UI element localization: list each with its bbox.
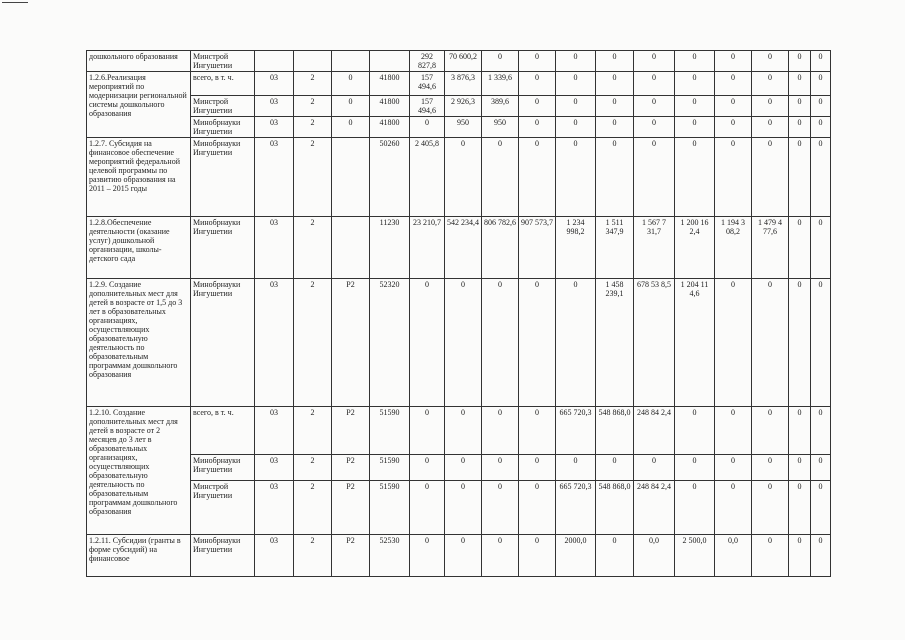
amount-cell: 0 [715, 455, 752, 481]
amount-cell: 0 [634, 96, 675, 117]
amount-cell: 292 827,8 [410, 51, 445, 72]
amount-cell: 0 [519, 535, 556, 577]
code-cell: 03 [255, 407, 294, 455]
executor-cell: Минобрнауки Ингушетии [191, 535, 255, 577]
code-cell: 2 [294, 117, 332, 138]
amount-cell: 0 [789, 72, 811, 96]
amount-cell: 0 [596, 117, 634, 138]
amount-cell: 0 [410, 279, 445, 407]
code-cell: 41800 [370, 96, 410, 117]
code-cell: 52320 [370, 279, 410, 407]
amount-cell: 0 [410, 117, 445, 138]
code-cell: 2 [294, 535, 332, 577]
program-name-cell: 1.2.8.Обеспечение деятельности (оказание услуг) дошкольной организации, школы-детского сада [87, 217, 191, 279]
amount-cell: 0 [445, 455, 482, 481]
table-row [87, 481, 831, 535]
amount-cell: 0 [752, 96, 789, 117]
amount-cell: 0 [596, 535, 634, 577]
amount-cell: 0 [675, 51, 715, 72]
amount-cell: 0,0 [715, 535, 752, 577]
amount-cell: 0 [519, 51, 556, 72]
code-cell: 03 [255, 217, 294, 279]
amount-cell: 0 [634, 51, 675, 72]
amount-cell: 70 600,2 [445, 51, 482, 72]
amount-cell: 0 [556, 96, 596, 117]
amount-cell: 1 204 11 4,6 [675, 279, 715, 407]
amount-cell: 678 53 8,5 [634, 279, 675, 407]
amount-cell: 248 84 2,4 [634, 407, 675, 455]
amount-cell: 0 [519, 96, 556, 117]
code-cell: 2 [294, 96, 332, 117]
code-cell: P2 [332, 481, 370, 535]
amount-cell: 0 [752, 138, 789, 217]
code-cell: P2 [332, 279, 370, 407]
table-row [87, 407, 831, 455]
amount-cell: 1 339,6 [482, 72, 519, 96]
code-cell [332, 217, 370, 279]
amount-cell: 0 [519, 279, 556, 407]
amount-cell: 0 [789, 138, 811, 217]
code-cell [332, 51, 370, 72]
table-row [87, 217, 831, 279]
amount-cell: 542 234,4 [445, 217, 482, 279]
amount-cell: 0 [634, 117, 675, 138]
table-row [87, 535, 831, 577]
amount-cell: 0 [752, 481, 789, 535]
amount-cell: 548 868,0 [596, 407, 634, 455]
code-cell: P2 [332, 535, 370, 577]
executor-cell: Минобрнауки Ингушетии [191, 138, 255, 217]
amount-cell: 0 [811, 535, 831, 577]
program-name-cell: 1.2.6.Реализация мероприятий по модернизации региональной системы дошкольного образования [87, 72, 191, 138]
table-row [87, 138, 831, 217]
amount-cell: 0 [752, 51, 789, 72]
amount-cell: 0 [789, 217, 811, 279]
code-cell: 03 [255, 117, 294, 138]
code-cell: 51590 [370, 481, 410, 535]
amount-cell: 0 [811, 279, 831, 407]
amount-cell: 0 [789, 535, 811, 577]
amount-cell: 0 [445, 407, 482, 455]
amount-cell: 0 [675, 117, 715, 138]
amount-cell: 0 [596, 138, 634, 217]
amount-cell: 0 [519, 138, 556, 217]
amount-cell: 0 [675, 96, 715, 117]
amount-cell: 0 [789, 117, 811, 138]
code-cell: 03 [255, 279, 294, 407]
amount-cell: 0 [752, 535, 789, 577]
amount-cell: 157 494,6 [410, 96, 445, 117]
amount-cell: 0 [445, 279, 482, 407]
executor-cell: всего, в т. ч. [191, 72, 255, 96]
amount-cell: 0 [811, 217, 831, 279]
amount-cell: 0 [811, 138, 831, 217]
amount-cell: 0 [811, 72, 831, 96]
amount-cell: 0 [519, 407, 556, 455]
code-cell [255, 51, 294, 72]
table-row [87, 72, 831, 96]
amount-cell: 0 [675, 455, 715, 481]
code-cell: 2 [294, 407, 332, 455]
amount-cell: 0 [596, 72, 634, 96]
code-cell: P2 [332, 407, 370, 455]
program-name-cell: 1.2.11. Субсидии (гранты в форме субсидий) на финансовое [87, 535, 191, 577]
code-cell: 41800 [370, 117, 410, 138]
amount-cell: 0 [675, 138, 715, 217]
scan-corner-mark [2, 2, 28, 3]
executor-cell: Минстрой Ингушетии [191, 481, 255, 535]
amount-cell: 0 [445, 535, 482, 577]
amount-cell: 0 [789, 407, 811, 455]
code-cell: 50260 [370, 138, 410, 217]
amount-cell: 0 [811, 51, 831, 72]
amount-cell: 0 [556, 138, 596, 217]
code-cell: 03 [255, 96, 294, 117]
code-cell [332, 138, 370, 217]
amount-cell: 0 [410, 535, 445, 577]
code-cell: 0 [332, 72, 370, 96]
executor-cell: Минобрнауки Ингушетии [191, 279, 255, 407]
amount-cell: 0 [596, 51, 634, 72]
amount-cell: 0 [482, 535, 519, 577]
amount-cell: 907 573,7 [519, 217, 556, 279]
code-cell: 03 [255, 72, 294, 96]
amount-cell: 0 [596, 455, 634, 481]
amount-cell: 0 [482, 455, 519, 481]
code-cell: 03 [255, 481, 294, 535]
amount-cell: 0 [519, 455, 556, 481]
amount-cell: 0 [519, 72, 556, 96]
code-cell: 03 [255, 455, 294, 481]
amount-cell: 0 [556, 72, 596, 96]
amount-cell: 0 [519, 481, 556, 535]
amount-cell: 0 [519, 117, 556, 138]
code-cell: 2 [294, 217, 332, 279]
code-cell: 03 [255, 535, 294, 577]
code-cell: 11230 [370, 217, 410, 279]
amount-cell: 0 [811, 117, 831, 138]
amount-cell: 0 [675, 72, 715, 96]
amount-cell: 0 [752, 72, 789, 96]
amount-cell: 2 405,8 [410, 138, 445, 217]
amount-cell: 2 500,0 [675, 535, 715, 577]
amount-cell: 0 [752, 279, 789, 407]
amount-cell: 157 494,6 [410, 72, 445, 96]
code-cell: 0 [332, 117, 370, 138]
amount-cell: 0 [445, 481, 482, 535]
code-cell: 2 [294, 481, 332, 535]
amount-cell: 0 [634, 72, 675, 96]
amount-cell: 1 479 4 77,6 [752, 217, 789, 279]
amount-cell: 0 [789, 51, 811, 72]
amount-cell: 806 782,6 [482, 217, 519, 279]
code-cell: 2 [294, 72, 332, 96]
amount-cell: 0 [715, 138, 752, 217]
amount-cell: 23 210,7 [410, 217, 445, 279]
executor-cell: Минстрой Ингушетии [191, 96, 255, 117]
code-cell: 03 [255, 138, 294, 217]
code-cell: 2 [294, 455, 332, 481]
amount-cell: 0 [482, 279, 519, 407]
code-cell: 0 [332, 96, 370, 117]
amount-cell: 0 [556, 51, 596, 72]
amount-cell: 0 [789, 279, 811, 407]
amount-cell: 0 [715, 407, 752, 455]
program-name-cell: 1.2.9. Создание дополнительных мест для детей в возрасте от 1,5 до 3 лет в образовательных организациях, осуществляющих образовательную деятельность по образовательным программам дошкольного образования [87, 279, 191, 407]
amount-cell: 0 [715, 279, 752, 407]
amount-cell: 1 511 347,9 [596, 217, 634, 279]
code-cell: 2 [294, 279, 332, 407]
amount-cell: 0 [482, 138, 519, 217]
amount-cell: 2 926,3 [445, 96, 482, 117]
amount-cell: 0 [634, 138, 675, 217]
amount-cell: 248 84 2,4 [634, 481, 675, 535]
amount-cell: 0 [715, 481, 752, 535]
amount-cell: 0 [811, 96, 831, 117]
amount-cell: 0 [634, 455, 675, 481]
amount-cell: 389,6 [482, 96, 519, 117]
code-cell: 41800 [370, 72, 410, 96]
amount-cell: 0 [811, 407, 831, 455]
amount-cell: 0 [789, 96, 811, 117]
amount-cell: 0 [715, 96, 752, 117]
program-name-cell: дошкольного образования [87, 51, 191, 72]
amount-cell: 0 [445, 138, 482, 217]
amount-cell: 0 [410, 407, 445, 455]
table-row [87, 455, 831, 481]
amount-cell: 0 [556, 455, 596, 481]
amount-cell: 950 [445, 117, 482, 138]
amount-cell: 0 [556, 117, 596, 138]
amount-cell: 0 [811, 481, 831, 535]
amount-cell: 2000,0 [556, 535, 596, 577]
code-cell: 51590 [370, 407, 410, 455]
amount-cell: 0 [789, 455, 811, 481]
amount-cell: 0 [675, 407, 715, 455]
executor-cell: Минстрой Ингушетии [191, 51, 255, 72]
amount-cell: 0,0 [634, 535, 675, 577]
executor-cell: Минобрнауки Ингушетии [191, 117, 255, 138]
amount-cell: 0 [482, 51, 519, 72]
amount-cell: 0 [752, 455, 789, 481]
amount-cell: 0 [752, 117, 789, 138]
amount-cell: 0 [482, 481, 519, 535]
code-cell [370, 51, 410, 72]
code-cell: 52530 [370, 535, 410, 577]
amount-cell: 0 [715, 117, 752, 138]
amount-cell: 950 [482, 117, 519, 138]
amount-cell: 0 [811, 455, 831, 481]
program-name-cell: 1.2.10. Создание дополнительных мест для детей в возрасте от 2 месяцев до 3 лет в образовательных организациях, осуществляющих образовательную деятельность по образовательным программам дошкольного образования [87, 407, 191, 535]
executor-cell: всего, в т. ч. [191, 407, 255, 455]
amount-cell: 0 [675, 481, 715, 535]
amount-cell: 1 458 239,1 [596, 279, 634, 407]
amount-cell: 0 [410, 455, 445, 481]
amount-cell: 0 [482, 407, 519, 455]
budget-table [86, 50, 831, 577]
amount-cell: 0 [410, 481, 445, 535]
amount-cell: 3 876,3 [445, 72, 482, 96]
amount-cell: 1 194 3 08,2 [715, 217, 752, 279]
amount-cell: 0 [789, 481, 811, 535]
amount-cell: 1 567 7 31,7 [634, 217, 675, 279]
amount-cell: 1 234 998,2 [556, 217, 596, 279]
amount-cell: 1 200 16 2,4 [675, 217, 715, 279]
code-cell: 2 [294, 138, 332, 217]
amount-cell: 0 [556, 279, 596, 407]
program-name-cell: 1.2.7. Субсидия на финансовое обеспечение мероприятий федеральной целевой программы по развитию образования на 2011 – 2015 годы [87, 138, 191, 217]
table-row [87, 51, 831, 72]
code-cell: 51590 [370, 455, 410, 481]
code-cell [294, 51, 332, 72]
table-row [87, 279, 831, 407]
executor-cell: Минобрнауки Ингушетии [191, 455, 255, 481]
code-cell: P2 [332, 455, 370, 481]
amount-cell: 0 [715, 72, 752, 96]
amount-cell: 665 720,3 [556, 407, 596, 455]
executor-cell: Минобрнауки Ингушетии [191, 217, 255, 279]
amount-cell: 665 720,3 [556, 481, 596, 535]
amount-cell: 0 [715, 51, 752, 72]
table-row [87, 96, 831, 117]
table-row [87, 117, 831, 138]
amount-cell: 0 [752, 407, 789, 455]
amount-cell: 0 [596, 96, 634, 117]
amount-cell: 548 868,0 [596, 481, 634, 535]
